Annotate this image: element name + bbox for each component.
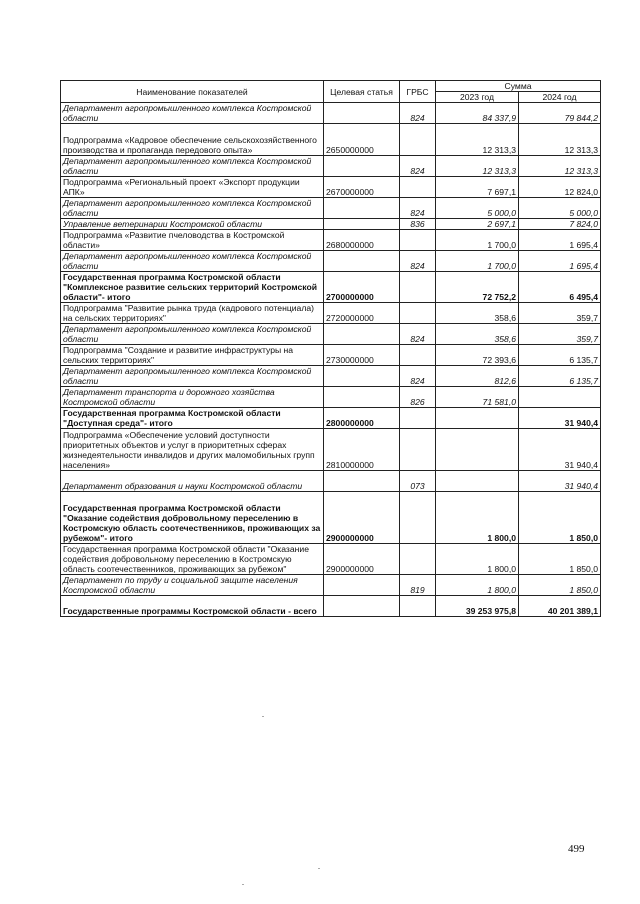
row-amount-2023: 7 697,1 bbox=[436, 177, 519, 198]
row-name: Государственные программы Костромской области - всего bbox=[61, 596, 324, 617]
row-amount-2023: 84 337,9 bbox=[436, 103, 519, 124]
row-amount-2023: 39 253 975,8 bbox=[436, 596, 519, 617]
row-amount-2024: 12 313,3 bbox=[519, 124, 601, 156]
row-amount-2024: 1 850,0 bbox=[519, 575, 601, 596]
row-grbs: 824 bbox=[400, 156, 436, 177]
row-amount-2024: 6 135,7 bbox=[519, 366, 601, 387]
header-sum: Сумма bbox=[436, 81, 601, 92]
row-grbs: 824 bbox=[400, 251, 436, 272]
row-amount-2023: 2 697,1 bbox=[436, 219, 519, 230]
row-grbs: 824 bbox=[400, 366, 436, 387]
row-name: Подпрограмма «Региональный проект «Экспорт продукции АПК» bbox=[61, 177, 324, 198]
table-row bbox=[61, 272, 601, 303]
table-row bbox=[61, 596, 601, 617]
row-amount-2024: 5 000,0 bbox=[519, 198, 601, 219]
row-grbs bbox=[400, 492, 436, 544]
row-amount-2023: 1 700,0 bbox=[436, 251, 519, 272]
row-amount-2024: 1 695,4 bbox=[519, 230, 601, 251]
row-name: Подпрограмма "Развитие рынка труда (кадрового потенциала) на сельских территориях" bbox=[61, 303, 324, 324]
row-amount-2023: 1 700,0 bbox=[436, 230, 519, 251]
row-name: Государственная программа Костромской области "Оказание содействия добровольному переселению в Костромскую область соотечественников, проживающих за рубежом" bbox=[61, 544, 324, 575]
row-amount-2024: 359,7 bbox=[519, 324, 601, 345]
row-target-article: 2670000000 bbox=[324, 177, 400, 198]
row-amount-2023 bbox=[436, 429, 519, 471]
row-name: Департамент агропромышленного комплекса Костромской области bbox=[61, 198, 324, 219]
row-amount-2023: 1 800,0 bbox=[436, 544, 519, 575]
row-grbs bbox=[400, 303, 436, 324]
header-target-article: Целевая статья bbox=[324, 81, 400, 103]
table-row bbox=[61, 219, 601, 230]
scan-speck bbox=[242, 884, 244, 885]
row-amount-2023 bbox=[436, 471, 519, 492]
row-amount-2023: 5 000,0 bbox=[436, 198, 519, 219]
row-amount-2024: 12 313,3 bbox=[519, 156, 601, 177]
row-grbs: 824 bbox=[400, 324, 436, 345]
row-amount-2024: 31 940,4 bbox=[519, 471, 601, 492]
table-row bbox=[61, 387, 601, 408]
row-amount-2024: 1 695,4 bbox=[519, 251, 601, 272]
row-grbs: 824 bbox=[400, 198, 436, 219]
row-name: Подпрограмма "Создание и развитие инфраструктуры на сельских территориях" bbox=[61, 345, 324, 366]
row-name: Управление ветеринарии Костромской области bbox=[61, 219, 324, 230]
row-amount-2024: 40 201 389,1 bbox=[519, 596, 601, 617]
row-amount-2023 bbox=[436, 408, 519, 429]
table-row bbox=[61, 345, 601, 366]
row-target-article: 2900000000 bbox=[324, 492, 400, 544]
row-target-article: 2680000000 bbox=[324, 230, 400, 251]
row-target-article: 2900000000 bbox=[324, 544, 400, 575]
row-target-article bbox=[324, 366, 400, 387]
table-row bbox=[61, 366, 601, 387]
row-target-article: 2650000000 bbox=[324, 124, 400, 156]
row-grbs: 826 bbox=[400, 387, 436, 408]
row-grbs bbox=[400, 596, 436, 617]
row-amount-2023: 1 800,0 bbox=[436, 492, 519, 544]
row-grbs: 824 bbox=[400, 103, 436, 124]
row-name: Государственная программа Костромской области "Доступная среда"- итого bbox=[61, 408, 324, 429]
row-name: Департамент по труду и социальной защите населения Костромской области bbox=[61, 575, 324, 596]
table-row bbox=[61, 324, 601, 345]
row-amount-2024: 7 824,0 bbox=[519, 219, 601, 230]
table-row bbox=[61, 575, 601, 596]
row-amount-2024: 79 844,2 bbox=[519, 103, 601, 124]
table-row bbox=[61, 103, 601, 124]
budget-table bbox=[60, 80, 601, 617]
row-target-article bbox=[324, 219, 400, 230]
row-target-article bbox=[324, 387, 400, 408]
row-name: Государственная программа Костромской области "Оказание содействия добровольному переселению в Костромскую область соотечественников, проживающих за рубежом"- итого bbox=[61, 492, 324, 544]
row-grbs bbox=[400, 544, 436, 575]
row-grbs: 819 bbox=[400, 575, 436, 596]
row-name: Департамент агропромышленного комплекса Костромской области bbox=[61, 324, 324, 345]
row-amount-2023: 12 313,3 bbox=[436, 156, 519, 177]
table-row bbox=[61, 408, 601, 429]
table-row bbox=[61, 492, 601, 544]
row-target-article: 2720000000 bbox=[324, 303, 400, 324]
scan-speck bbox=[262, 716, 264, 717]
row-grbs bbox=[400, 429, 436, 471]
row-name: Государственная программа Костромской области "Комплексное развитие сельских территорий Костромской области"- итого bbox=[61, 272, 324, 303]
row-amount-2024: 1 850,0 bbox=[519, 492, 601, 544]
row-amount-2023: 358,6 bbox=[436, 324, 519, 345]
header-grbs: ГРБС bbox=[400, 81, 436, 103]
row-amount-2024 bbox=[519, 387, 601, 408]
table-row bbox=[61, 156, 601, 177]
row-target-article bbox=[324, 103, 400, 124]
table-body bbox=[61, 103, 601, 617]
header-year-2024: 2024 год bbox=[519, 92, 601, 103]
row-grbs bbox=[400, 177, 436, 198]
row-amount-2024: 1 850,0 bbox=[519, 544, 601, 575]
row-amount-2024: 31 940,4 bbox=[519, 429, 601, 471]
row-target-article bbox=[324, 251, 400, 272]
row-grbs bbox=[400, 345, 436, 366]
row-amount-2023: 72 393,6 bbox=[436, 345, 519, 366]
header-name: Наименование показателей bbox=[61, 81, 324, 103]
table-row bbox=[61, 471, 601, 492]
row-name: Департамент образования и науки Костромской области bbox=[61, 471, 324, 492]
row-name: Подпрограмма «Развитие пчеловодства в Костромской области» bbox=[61, 230, 324, 251]
row-name: Департамент агропромышленного комплекса Костромской области bbox=[61, 366, 324, 387]
row-amount-2024: 12 824,0 bbox=[519, 177, 601, 198]
scan-speck bbox=[318, 868, 320, 869]
row-name: Департамент транспорта и дорожного хозяйства Костромской области bbox=[61, 387, 324, 408]
table-row bbox=[61, 429, 601, 471]
row-grbs bbox=[400, 124, 436, 156]
row-target-article: 2730000000 bbox=[324, 345, 400, 366]
row-amount-2023: 358,6 bbox=[436, 303, 519, 324]
row-grbs bbox=[400, 408, 436, 429]
row-grbs: 836 bbox=[400, 219, 436, 230]
row-target-article bbox=[324, 324, 400, 345]
header-year-2023: 2023 год bbox=[436, 92, 519, 103]
row-amount-2023: 12 313,3 bbox=[436, 124, 519, 156]
page-number: 499 bbox=[568, 843, 585, 855]
row-name: Департамент агропромышленного комплекса Костромской области bbox=[61, 103, 324, 124]
row-amount-2023: 1 800,0 bbox=[436, 575, 519, 596]
row-grbs bbox=[400, 272, 436, 303]
table-row bbox=[61, 124, 601, 156]
row-name: Департамент агропромышленного комплекса Костромской области bbox=[61, 156, 324, 177]
row-amount-2023: 72 752,2 bbox=[436, 272, 519, 303]
table-row bbox=[61, 230, 601, 251]
row-name: Подпрограмма «Кадровое обеспечение сельскохозяйственного производства и пропаганда передового опыта» bbox=[61, 124, 324, 156]
row-target-article: 2810000000 bbox=[324, 429, 400, 471]
row-name: Департамент агропромышленного комплекса Костромской области bbox=[61, 251, 324, 272]
row-amount-2024: 31 940,4 bbox=[519, 408, 601, 429]
row-grbs bbox=[400, 230, 436, 251]
table-row bbox=[61, 198, 601, 219]
row-target-article bbox=[324, 156, 400, 177]
table-row bbox=[61, 303, 601, 324]
row-amount-2024: 6 135,7 bbox=[519, 345, 601, 366]
row-grbs: 073 bbox=[400, 471, 436, 492]
row-amount-2024: 6 495,4 bbox=[519, 272, 601, 303]
table-row bbox=[61, 177, 601, 198]
row-target-article: 2700000000 bbox=[324, 272, 400, 303]
row-target-article bbox=[324, 596, 400, 617]
table-row bbox=[61, 251, 601, 272]
table-row bbox=[61, 544, 601, 575]
row-target-article: 2800000000 bbox=[324, 408, 400, 429]
row-target-article bbox=[324, 575, 400, 596]
row-target-article bbox=[324, 471, 400, 492]
row-amount-2024: 359,7 bbox=[519, 303, 601, 324]
row-target-article bbox=[324, 198, 400, 219]
row-amount-2023: 812,6 bbox=[436, 366, 519, 387]
row-name: Подпрограмма «Обеспечение условий доступности приоритетных объектов и услуг в приоритетных сферах жизнедеятельности инвалидов и других маломобильных групп населения» bbox=[61, 429, 324, 471]
row-amount-2023: 71 581,0 bbox=[436, 387, 519, 408]
